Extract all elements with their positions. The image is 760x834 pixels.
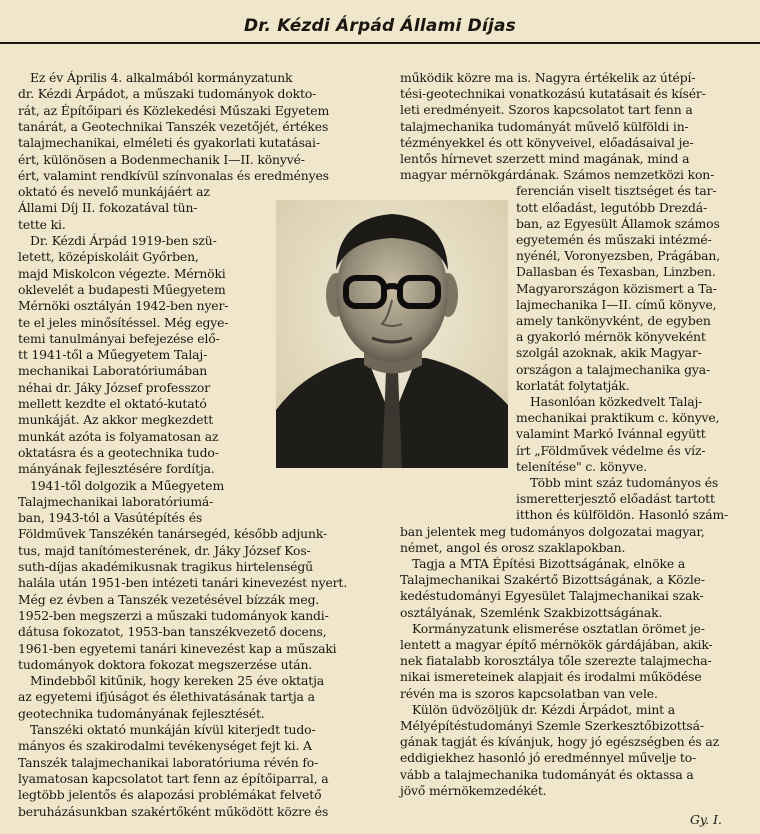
left-column-line: majd Miskolcon végezte. Mérnöki: [18, 265, 226, 281]
right-column-line: amely tankönyvként, de egyben: [516, 313, 711, 328]
left-column-line: 1941-től dolgozik a Műegyetem: [30, 477, 225, 493]
left-column-line: Állami Díj II. fokozatával tün-: [18, 200, 198, 216]
left-column-line: Dr. Kézdi Árpád 1919-ben szü-: [30, 233, 217, 248]
left-column-line: Mindebből kitűnik, hogy kereken 25 éve oktatja: [30, 673, 324, 689]
left-column-line: te el jeles minősítéssel. Még egye-: [18, 314, 229, 330]
left-column-line: ért, valamint rendkívül színvonalas és eredményes: [18, 167, 329, 183]
right-column-line: ban jelentek meg tudományos dolgozatai magyar,: [400, 523, 705, 539]
left-column-line: Még ez évben a Tanszék vezetésével bízzák meg.: [18, 591, 320, 607]
left-column-line: geotechnika tudományának fejlesztését.: [18, 705, 265, 721]
right-column-line: írt „Földművek védelme és víz-: [516, 442, 706, 458]
right-column-line: kedéstudományi Egyesület Talajmechanikai szak-: [400, 588, 704, 604]
right-column-line: ferencián viselt tisztséget és tar-: [516, 183, 717, 199]
right-column-line: országon a talajmechanika gya-: [516, 361, 711, 377]
right-column-line: lentős hírnevet szerzett mind magának, mind a: [400, 151, 690, 166]
left-column-line: Tanszék talajmechanikai laboratóriuma révén fo-: [18, 754, 319, 770]
left-column-line: ban, 1943-tól a Vasútépítés és: [18, 510, 203, 526]
left-column-line: tette ki.: [18, 216, 66, 232]
left-column-line: letett, középiskoláit Győrben,: [18, 249, 199, 265]
right-column-line: nek fiatalabb korosztálya tőle szerezte talajmecha-: [400, 653, 712, 669]
left-column-line: tanárát, a Geotechnikai Tanszék vezetőjét, értékes: [18, 118, 329, 134]
right-column-line: leti eredményeit. Szoros kapcsolatot tart fenn a: [400, 102, 693, 118]
left-column-line: dátusa fokozatot, 1953-ban tanszékvezető docens,: [18, 624, 327, 640]
left-column-line: oktató és nevelő munkájáért az: [18, 184, 210, 200]
left-column-line: legtöbb jelentős és alapozási problémákat felvető: [18, 787, 322, 803]
right-column-line: Magyarországon közismert a Ta-: [516, 280, 717, 296]
left-column-line: rát, az Építőipari és Közlekedési Műszaki Egyetem: [18, 102, 330, 118]
right-column-line: valamint Markó Ivánnal együtt: [516, 426, 706, 442]
right-column-line: jövő mérnökemzedékét.: [400, 782, 547, 798]
left-column-line: talajmechanikai, elméleti és gyakorlati kutatásai-: [18, 135, 320, 151]
left-column-line: tudományok doktora fokozat megszerzése után.: [18, 656, 313, 672]
left-column-line: Földművek Tanszékén tanársegéd, később adjunk-: [18, 526, 328, 542]
right-column-line: tési-geotechnikai vonatkozású kutatásait és kísér-: [400, 86, 706, 102]
right-column-line: szolgál azoknak, akik Magyar-: [516, 345, 702, 361]
right-column-line: nyénél, Voronyezsben, Prágában,: [516, 248, 720, 264]
left-column-line: suth-díjas akadémikusnak tragikus hirtelenségű: [18, 559, 313, 574]
right-column-line: vább a talajmechanika tudományát és oktassa a: [400, 766, 694, 782]
right-column-line: Kormányzatunk elismerése osztatlan örömet je-: [412, 620, 705, 636]
left-column-line: mányos és szakirodalmi tevékenységet fejt ki. A: [18, 738, 312, 754]
left-column-line: munkáját. Az akkor megkezdett: [18, 412, 214, 428]
right-column-line: lentett a magyar építő mérnökök gárdájában, akik-: [400, 637, 713, 652]
right-column-line: német, angol és orosz szaklapokban.: [400, 539, 626, 555]
left-column-line: munkát azóta is folyamatosan az: [18, 428, 219, 444]
left-column-line: tt 1941-től a Műegyetem Talaj-: [18, 347, 208, 363]
left-column-line: Mérnöki osztályán 1942-ben nyer-: [18, 298, 229, 314]
right-column-line: révén ma is szoros kapcsolatban van vele.: [400, 685, 658, 701]
left-column-line: Tanszéki oktató munkáján kívül kiterjedt tudo-: [30, 722, 316, 737]
author-signature: Gy. I.: [690, 812, 722, 827]
right-column-line: lajmechanika I—II. című könyve,: [516, 296, 717, 312]
right-column-line: egyetemén és műszaki intézmé-: [516, 232, 712, 247]
article-title: Dr. Kézdi Árpád Állami Díjas: [244, 16, 516, 36]
right-column-line: itthon és külföldön. Hasonló szám-: [516, 507, 729, 523]
left-column-line: oktatásra és a geotechnika tudo-: [18, 444, 219, 460]
right-column-line: nikai ismereteinek alapjait és irodalmi működése: [400, 669, 702, 685]
right-column-line: a gyakorló mérnök könyveként: [516, 329, 706, 345]
right-column-line: Külön üdvözöljük dr. Kézdi Árpádot, mint a: [412, 701, 676, 717]
right-column-line: Hasonlóan közkedvelt Talaj-: [530, 394, 703, 409]
left-column-line: 1952-ben megszerzi a műszaki tudományok kandi-: [18, 607, 329, 623]
right-column-line: Talajmechanikai Szakértő Bizottságának, a Közle-: [400, 572, 705, 588]
right-column-line: ban, az Egyesült Államok számos: [516, 215, 720, 231]
left-column-line: lyamatosan kapcsolatot tart fenn az építőiparral, a: [18, 770, 329, 786]
right-column-line: telenítése" c. könyve.: [516, 458, 647, 474]
left-column-line: halála után 1951-ben intézeti tanári kinevezést nyert.: [18, 575, 348, 591]
right-column-line: korlatát folytatják.: [516, 377, 630, 393]
left-column-line: ért, különösen a Bodenmechanik I—II. könyvé-: [18, 151, 305, 167]
right-column-line: eddigiekhez hasonló jó eredménnyel művelje to-: [400, 750, 697, 766]
left-column-line: néhai dr. Jáky József professzor: [18, 379, 210, 395]
right-column-line: gának tagját és kívánjuk, hogy jó egészségben és az: [400, 734, 719, 750]
left-column-line: tus, majd tanítómesterének, dr. Jáky József Kos-: [18, 542, 311, 558]
left-column-line: Ez év Április 4. alkalmából kormányzatunk: [30, 70, 293, 85]
left-column-line: beruházásunkban szakértőként működött közre és: [18, 803, 329, 819]
right-column-line: tott előadást, legutóbb Drezdá-: [516, 199, 708, 215]
right-column-line: magyar mérnökgárdának. Számos nemzetközi kon-: [400, 167, 715, 183]
portrait-photo: [276, 200, 508, 468]
right-column-line: talajmechanika tudományát művelő külföldi in-: [400, 118, 689, 134]
left-column-line: 1961-ben egyetemi tanári kinevezést kap a műszaki: [18, 640, 337, 656]
right-column-line: Tagja a MTA Építési Bizottságának, elnöke a: [412, 556, 686, 571]
right-column-line: mechanikai praktikum c. könyve,: [516, 410, 720, 426]
left-column-line: mechanikai Laboratóriumában: [18, 363, 208, 379]
right-column-line: tézményekkel és ott könyveivel, előadásaival je-: [400, 134, 694, 150]
right-column-line: működik közre ma is. Nagyra értékelik az útépí-: [400, 70, 696, 85]
left-column-line: dr. Kézdi Árpádot, a műszaki tudományok dokto-: [18, 86, 317, 102]
left-column-line: mellett kezdte el oktató-kutató: [18, 396, 207, 411]
left-column-line: oklevelét a budapesti Műegyetem: [18, 281, 226, 297]
left-column-line: az egyetemi ifjúságot és élethivatásának tartja a: [18, 689, 315, 705]
right-column-line: osztályának, Szemlénk Szakbizottságának.: [400, 604, 663, 620]
left-column-line: temi tanulmányai befejezése elő-: [18, 330, 220, 346]
right-column-line: Mélyépítéstudományi Szemle Szerkesztőbizottsá-: [400, 718, 704, 733]
title-rule: [0, 42, 760, 44]
right-column-line: Dallasban és Texasban, Linzben.: [516, 264, 716, 280]
left-column-line: mányának fejlesztésére fordítja.: [18, 461, 215, 477]
right-column-line: ismeretterjesztő előadást tartott: [516, 491, 715, 507]
left-column-line: Talajmechanikai laboratóriumá-: [18, 493, 214, 509]
right-column-line: Több mint száz tudományos és: [530, 475, 719, 490]
